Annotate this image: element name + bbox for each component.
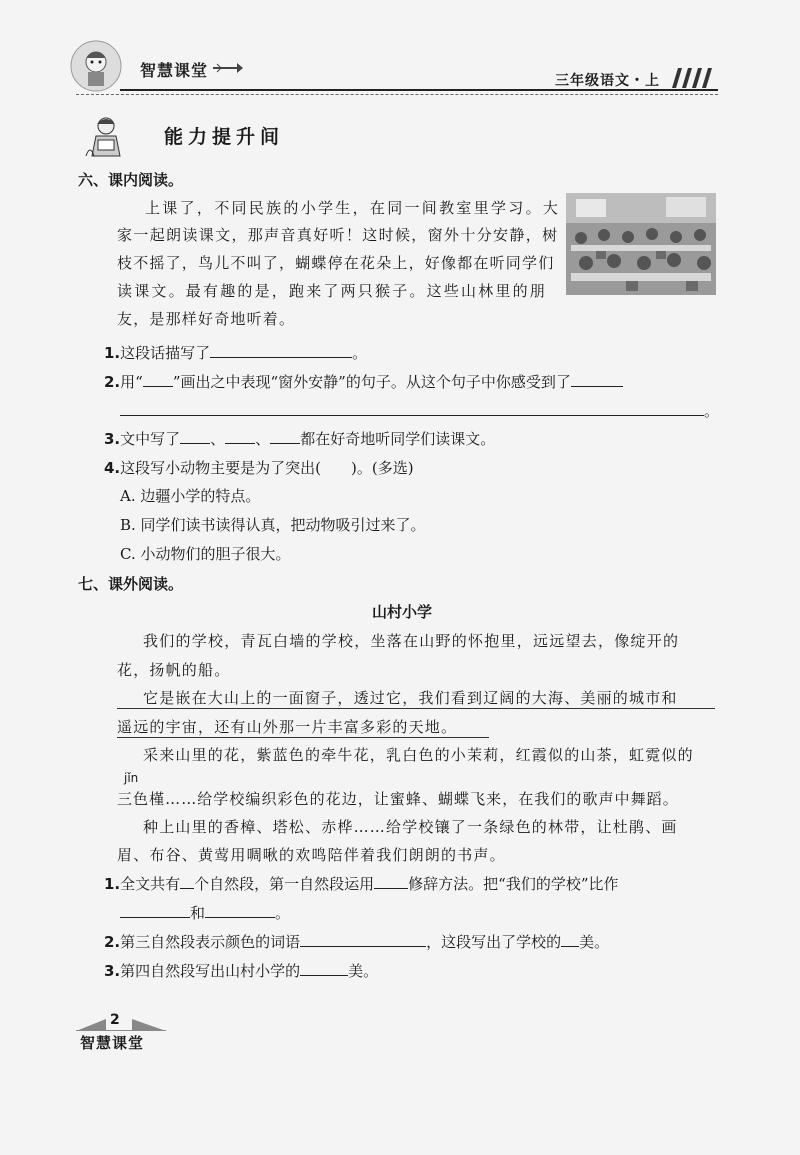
answer-blank[interactable] — [225, 429, 255, 444]
page-number-decoration — [76, 1015, 166, 1031]
question-7-2: 2.第三自然段表示颜色的词语 ，这段写出了学校的 美。 — [104, 933, 610, 951]
article-line: 三色槿……给学校编织彩色的花边，让蜜蜂、蝴蝶飞来，在我们的歌声中舞蹈。 — [117, 790, 679, 808]
answer-blank[interactable] — [270, 429, 300, 444]
classroom-photo — [566, 193, 716, 295]
sentence-underline — [117, 737, 489, 738]
question-6-2-line2: 。 — [120, 401, 719, 421]
option-c[interactable]: C. 小动物们的胆子很大。 — [120, 545, 291, 563]
passage-line: 读课文。最有趣的是，跑来了两只猴子。这些山林里的朋 — [117, 282, 548, 300]
article-line: 花，扬帆的船。 — [117, 661, 231, 679]
underline-sample-blank — [143, 372, 173, 387]
section-title: 能力提升间 — [164, 126, 285, 148]
article-line: 种上山里的香樟、塔松、赤桦……给学校镶了一条绿色的林带，让杜鹃、画 — [143, 818, 678, 836]
answer-blank[interactable] — [374, 874, 408, 889]
answer-blank[interactable] — [180, 429, 210, 444]
passage-line: 家一起朗读课文，那声音真好听！这时候，窗外十分安静，树 — [117, 226, 559, 244]
answer-blank[interactable] — [205, 903, 275, 918]
option-a[interactable]: A. 边疆小学的特点。 — [120, 487, 261, 505]
mascot-icon — [70, 40, 122, 92]
header-subject: 三年级语文・上 — [555, 73, 660, 89]
reading-girl-icon — [84, 114, 128, 160]
stripes-decoration — [666, 68, 716, 88]
answer-blank[interactable] — [120, 903, 190, 918]
question-6-4: 4.这段写小动物主要是为了突出( )。(多选) — [104, 459, 414, 477]
option-b[interactable]: B. 同学们读书读得认真，把动物吸引过来了。 — [120, 516, 426, 534]
article-title: 山村小学 — [372, 603, 433, 621]
answer-blank[interactable] — [300, 961, 348, 976]
question-7-1-line2: 和 。 — [120, 903, 290, 923]
header-rule — [120, 89, 718, 91]
sentence-underline — [117, 708, 715, 709]
answer-blank[interactable] — [571, 372, 623, 387]
passage-line: 枝不摇了，鸟儿不叫了，蝴蝶停在花朵上，好像都在听同学们 — [117, 254, 555, 272]
article-line: 我们的学校，青瓦白墙的学校，坐落在山野的怀抱里，远远望去，像绽开的 — [143, 632, 680, 650]
page-number: 2 — [110, 1012, 120, 1028]
arrow-icon — [213, 62, 243, 74]
answer-blank[interactable] — [210, 343, 352, 358]
article-line: 眉、布谷、黄莺用啁啾的欢鸣陪伴着我们朗朗的书声。 — [117, 846, 506, 864]
answer-blank[interactable] — [300, 932, 426, 947]
pinyin-annotation: jǐn — [124, 771, 139, 785]
article-line: 遥远的宇宙，还有山外那一片丰富多彩的天地。 — [117, 718, 458, 736]
question-7-3: 3.第四自然段写出山村小学的 美。 — [104, 962, 379, 980]
passage-line: 上课了，不同民族的小学生，在同一间教室里学习。大 — [145, 199, 561, 217]
answer-blank[interactable] — [120, 401, 704, 416]
article-line: 采来山里的花，紫蓝色的牵牛花，乳白色的小茉莉，红霞似的山茶，虹霓似的 — [143, 746, 694, 764]
question-6-2: 2.用“ ”画出之中表现“窗外安静”的句子。从这个句子中你感受到了 — [104, 372, 623, 392]
footer-brand: 智慧课堂 — [80, 1034, 145, 1052]
question-6-3: 3.文中写了 、 、 都在好奇地听同学们读课文。 — [104, 430, 496, 448]
article-line: 它是嵌在大山上的一面窗子，透过它，我们看到辽阔的大海、美丽的城市和 — [143, 689, 678, 707]
header-brand: 智慧课堂 — [140, 61, 209, 80]
part6-heading: 六、课内阅读。 — [78, 171, 184, 189]
question-7-1: 1.全文共有 个自然段，第一自然段运用 修辞方法。把“我们的学校”比作 — [104, 875, 619, 893]
answer-blank[interactable] — [180, 874, 194, 889]
header-dashed-rule — [76, 94, 718, 95]
passage-line: 友，是那样好奇地听着。 — [117, 310, 296, 328]
answer-blank[interactable] — [561, 932, 579, 947]
question-6-1: 1.这段话描写了 。 — [104, 344, 368, 362]
part7-heading: 七、课外阅读。 — [78, 575, 184, 593]
